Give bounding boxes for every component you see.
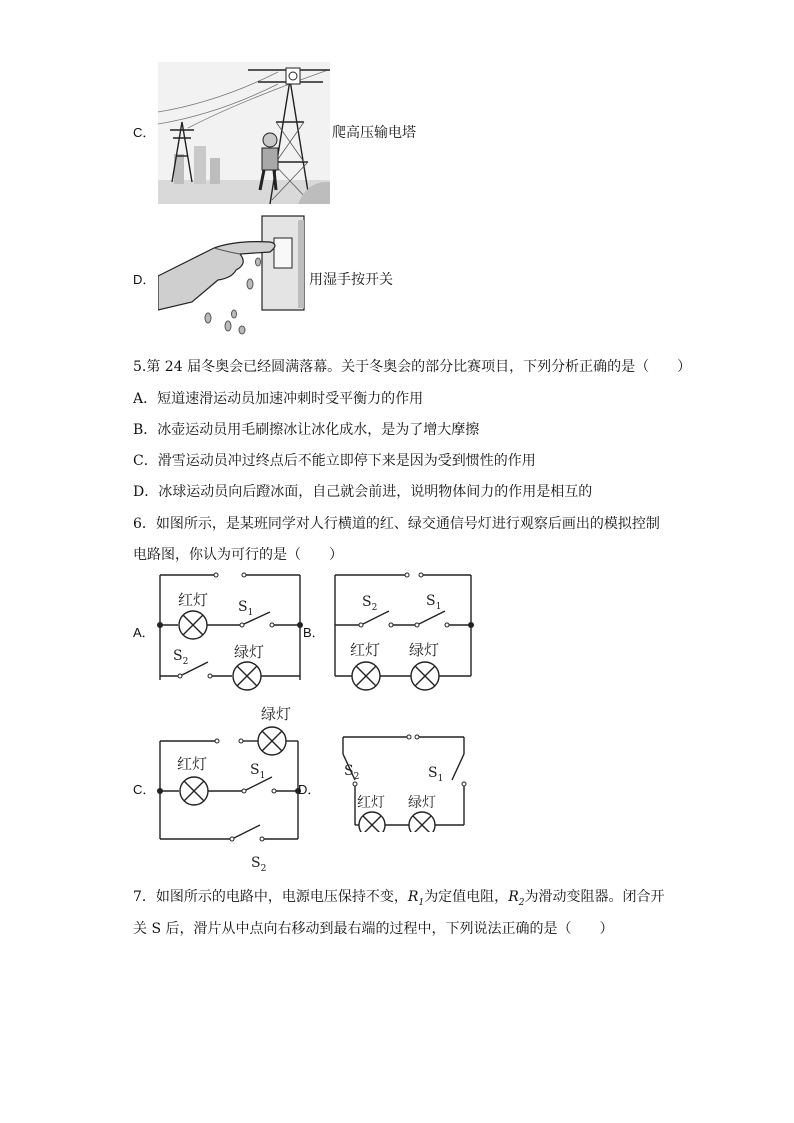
circuit-c-s2-label (251, 855, 266, 874)
circuit-a-s2-sub: 2 (182, 657, 189, 667)
circuit-d-s1-letter: S (428, 765, 438, 781)
q7-line2: 关 S 后，滑片从中点向右移动到最右端的过程中，下列说法正确的是（ ） (133, 921, 614, 937)
circuit-a-letter: A． (133, 625, 155, 640)
circuit-d-s2-label (344, 763, 359, 782)
wet-hand-switch-illustration (158, 214, 308, 342)
q5-option-c: C．滑雪运动员冲过终点后不能立即停下来是因为受到惯性的作用 (133, 453, 536, 469)
option-d-caption: 用湿手按开关 (309, 272, 393, 288)
circuit-d-s2-letter: S (344, 763, 354, 779)
circuit-d-s1-label (428, 765, 443, 784)
circuit-a-s2-letter: S (173, 648, 183, 664)
power-tower-illustration (158, 62, 330, 204)
circuit-d-diagram (333, 730, 473, 832)
q5-option-b: B．冰壶运动员用毛刷擦冰让冰化成水，是为了增大摩擦 (133, 422, 480, 438)
circuit-d-red-label: 红灯 (357, 795, 385, 811)
circuit-a-s1-letter: S (238, 599, 248, 615)
circuit-d-s2-sub: 2 (353, 772, 360, 782)
circuit-d-letter: D． (298, 782, 321, 797)
q7-line1 (133, 888, 664, 912)
circuit-b-s1-sub: 1 (435, 602, 442, 612)
option-c-letter: C． (133, 125, 156, 140)
circuit-c-green-label: 绿灯 (261, 705, 292, 723)
r1-letter: R (407, 889, 419, 905)
circuit-b-letter: B． (303, 625, 325, 640)
circuit-c-s1-label (250, 762, 265, 781)
q5-option-a: A．短道速滑运动员加速冲刺时受平衡力的作用 (133, 391, 424, 407)
circuit-a-diagram (150, 568, 310, 693)
circuit-b-s2-letter: S (362, 594, 372, 610)
q5-stem: 5.第 24 届冬奥会已经圆满落幕。关于冬奥会的部分比赛项目，下列分析正确的是（ ） (133, 359, 692, 375)
circuit-a-red-label: 红灯 (178, 591, 209, 609)
q6-stem-line1: 6．如图所示，是某班同学对人行横道的红、绿交通信号灯进行观察后画出的模拟控制 (133, 516, 660, 532)
q7-line1-pre: 7．如图所示的电路中，电源电压保持不变， (133, 889, 408, 905)
q6-stem-line2: 电路图，你认为可行的是（ ） (133, 547, 343, 563)
circuit-b-s2-label (362, 594, 377, 613)
circuit-b-red-label: 红灯 (350, 641, 381, 659)
circuit-c-letter: C． (133, 782, 156, 797)
circuit-b-s2-sub: 2 (371, 603, 378, 613)
q7-line1-mid: 为定值电阻， (424, 889, 509, 905)
circuit-a-green-label: 绿灯 (234, 643, 265, 661)
circuit-a-s1-sub: 1 (247, 608, 254, 618)
circuit-b-diagram (325, 568, 480, 696)
circuit-a-s1-label (238, 599, 253, 618)
circuit-c-s1-letter: S (250, 762, 260, 778)
r1-sub: 1 (418, 897, 425, 908)
circuit-b-green-label: 绿灯 (409, 641, 440, 659)
circuit-c-diagram (150, 703, 310, 881)
circuit-a-s2-label (173, 648, 188, 667)
circuit-c-s2-sub: 2 (260, 864, 267, 874)
option-c-caption: 爬高压输电塔 (332, 125, 416, 141)
q5-option-d: D．冰球运动员向后蹬冰面，自己就会前进，说明物体间力的作用是相互的 (133, 484, 593, 500)
option-d-letter: D． (133, 272, 156, 287)
circuit-c-s1-sub: 1 (259, 771, 266, 781)
r2-sub: 2 (518, 897, 525, 908)
circuit-b-s1-letter: S (426, 593, 436, 609)
r2-letter: R (508, 889, 519, 905)
r1-symbol (407, 889, 425, 908)
circuit-c-s2-letter: S (251, 855, 261, 871)
q7-line1-post: 为滑动变阻器。闭合开 (524, 889, 665, 905)
circuit-d-s1-sub: 1 (437, 774, 444, 784)
circuit-b-s1-label (426, 593, 441, 612)
circuit-d-green-label: 绿灯 (408, 795, 436, 811)
r2-symbol (508, 889, 525, 908)
circuit-c-red-label: 红灯 (177, 755, 208, 773)
